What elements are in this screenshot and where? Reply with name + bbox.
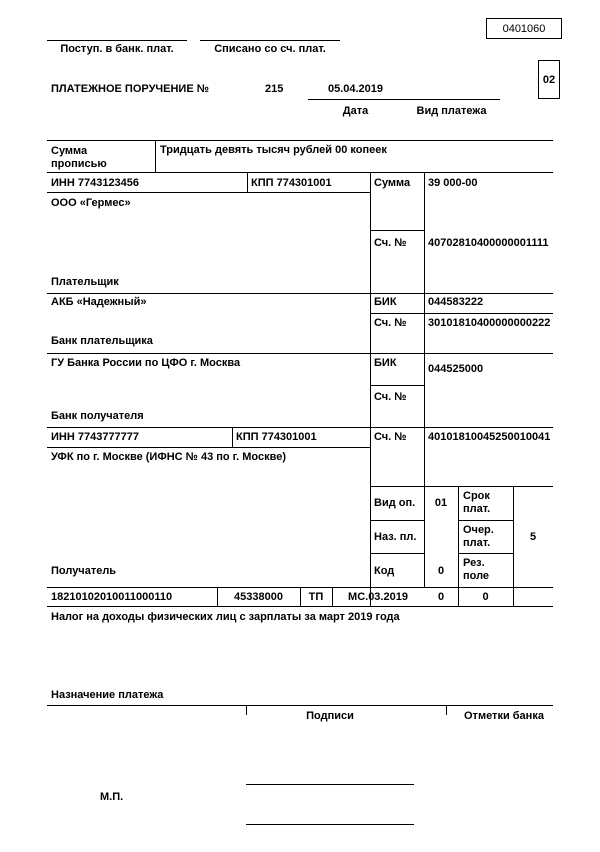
payee-inn: ИНН 7743777777	[51, 431, 140, 443]
payee-label: Получатель	[51, 565, 117, 577]
grid-line	[370, 230, 425, 231]
payee-bank-bik-label: БИК	[374, 357, 397, 369]
payee-name: УФК по г. Москве (ИФНС № 43 по г. Москве)	[51, 451, 287, 463]
payee-bank-bik: 044525000	[428, 363, 484, 375]
grid-line	[370, 520, 425, 521]
received-line	[47, 40, 187, 41]
grid-line	[370, 553, 425, 554]
payer-kpp: КПП 774301001	[251, 177, 332, 189]
op-order: 5	[529, 531, 537, 543]
op-order-label: Очер. плат.	[463, 524, 494, 549]
signatures-label: Подписи	[306, 710, 354, 722]
grid-line	[446, 705, 447, 715]
payee-bank-label: Банк получателя	[51, 410, 144, 422]
debited-label: Списано со сч. плат.	[214, 43, 326, 55]
signature-line-1	[246, 784, 414, 785]
grid-line	[47, 606, 553, 607]
op-purpose-label: Наз. пл.	[374, 531, 417, 543]
amount-words-value: Тридцать девять тысяч рублей 00 копеек	[160, 144, 387, 156]
payee-bank-account-label: Сч. №	[374, 391, 407, 403]
grid-line	[458, 520, 513, 521]
date-label: Дата	[342, 105, 369, 117]
grid-line	[513, 587, 514, 606]
grid-line	[47, 447, 370, 448]
form-code-box	[486, 18, 562, 39]
payer-bank-bik-label: БИК	[374, 296, 397, 308]
grid-line	[47, 427, 553, 428]
document-number: 215	[265, 83, 284, 95]
payer-account: 40702810400000001111	[428, 237, 549, 249]
grid-line	[47, 705, 553, 706]
grid-line	[47, 293, 553, 294]
payer-bank-bik: 044583222	[428, 296, 484, 308]
op-type: 01	[434, 497, 448, 509]
payer-account-label: Сч. №	[374, 237, 407, 249]
grid-line	[458, 553, 513, 554]
payment-type-label: Вид платежа	[416, 105, 487, 117]
op-code: 0	[437, 565, 445, 577]
document-title: ПЛАТЕЖНОЕ ПОРУЧЕНИЕ №	[51, 83, 209, 95]
grid-line	[458, 486, 459, 587]
grid-line	[370, 313, 553, 314]
payer-amount: 39 000-00	[428, 177, 478, 189]
grid-line	[47, 192, 370, 193]
signature-line-2	[246, 824, 414, 825]
status-code: 02	[542, 73, 556, 86]
amount-words-label: Сумма прописью	[51, 145, 107, 170]
payer-bank-label: Банк плательщика	[51, 335, 153, 347]
form-code: 0401060	[502, 22, 546, 35]
op-term-label: Срок плат.	[463, 490, 491, 515]
bank-marks-label: Отметки банка	[464, 710, 544, 722]
received-label: Поступ. в банк. плат.	[60, 43, 174, 55]
purpose-label: Назначение платежа	[51, 689, 164, 701]
grid-line	[47, 140, 553, 141]
payee-account: 40101810045250010041	[428, 431, 551, 443]
tax-doc-number: 0	[437, 591, 445, 603]
document-date: 05.04.2019	[327, 83, 384, 95]
purpose-text: Налог на доходы физических лиц с зарплаты за март 2019 года	[51, 611, 400, 623]
grid-line	[232, 427, 233, 447]
payer-bank-account-label: Сч. №	[374, 317, 407, 329]
tax-period: МС.03.2019	[348, 591, 408, 603]
op-type-label: Вид оп.	[374, 497, 416, 509]
payee-account-label: Сч. №	[374, 431, 407, 443]
grid-line	[247, 172, 248, 192]
grid-line	[370, 486, 553, 487]
grid-line	[370, 172, 371, 606]
payment-type-line	[403, 99, 500, 100]
op-code-label: Код	[374, 565, 395, 577]
tax-doc-date: 0	[482, 591, 489, 603]
payer-bank-account: 30101810400000000222	[428, 317, 551, 329]
payer-label: Плательщик	[51, 276, 119, 288]
tax-kbk: 18210102010011000110	[51, 591, 173, 603]
date-line	[308, 99, 403, 100]
grid-line	[47, 353, 553, 354]
debited-line	[200, 40, 340, 41]
tax-oktmo: 45338000	[234, 591, 283, 603]
payee-bank-name: ГУ Банка России по ЦФО г. Москва	[51, 357, 241, 369]
op-reserve-label: Рез. поле	[463, 557, 490, 582]
payer-name: ООО «Гермес»	[51, 197, 131, 209]
grid-line	[424, 172, 425, 587]
payer-inn: ИНН 7743123456	[51, 177, 140, 189]
payer-bank-name: АКБ «Надежный»	[51, 296, 147, 308]
payer-amount-label: Сумма	[374, 177, 411, 189]
tax-basis: ТП	[308, 591, 324, 603]
grid-line	[155, 140, 156, 172]
grid-line	[370, 385, 425, 386]
stamp-label: М.П.	[100, 791, 124, 803]
status-code-box	[538, 60, 560, 99]
payee-kpp: КПП 774301001	[236, 431, 317, 443]
grid-line	[47, 172, 553, 173]
